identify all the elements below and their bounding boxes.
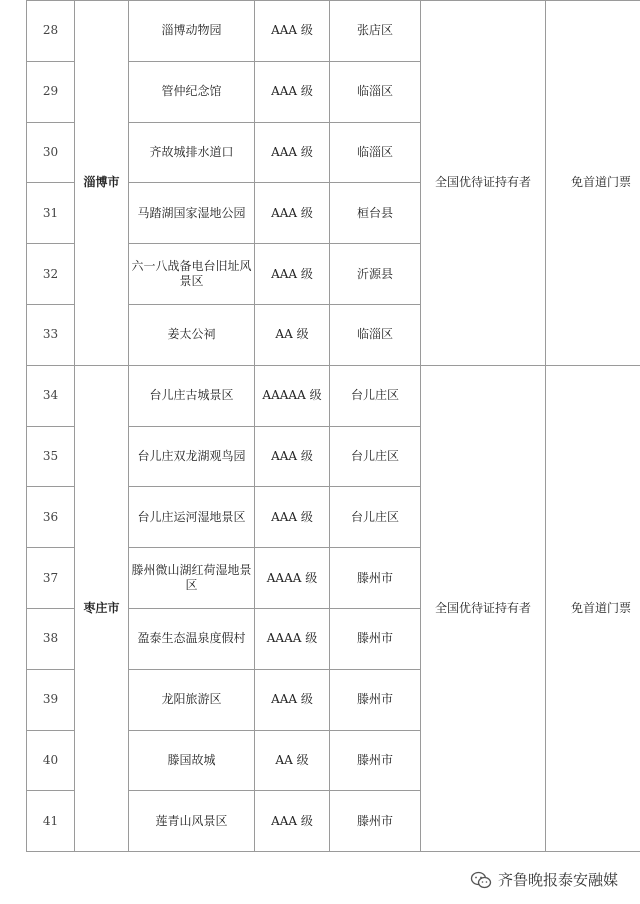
scenic-name: 管仲纪念馆 (129, 61, 255, 122)
wechat-icon (470, 871, 492, 889)
scenic-level: AAA 级 (255, 183, 330, 244)
city-cell: 枣庄市 (75, 365, 129, 851)
row-number: 34 (27, 365, 75, 426)
scenic-spot-table (26, 0, 640, 852)
scenic-level: AAA 级 (255, 669, 330, 730)
row-number: 35 (27, 426, 75, 487)
row-number: 32 (27, 244, 75, 305)
district: 滕州市 (330, 730, 421, 791)
row-number: 30 (27, 122, 75, 183)
scenic-level: AAA 级 (255, 1, 330, 62)
table-row (27, 1, 640, 62)
scenic-name: 淄博动物园 (129, 1, 255, 62)
district: 滕州市 (330, 669, 421, 730)
row-number: 38 (27, 608, 75, 669)
row-number: 36 (27, 487, 75, 548)
district: 临淄区 (330, 61, 421, 122)
district: 张店区 (330, 1, 421, 62)
scenic-name: 齐故城排水道口 (129, 122, 255, 183)
row-number: 29 (27, 61, 75, 122)
scenic-name: 台儿庄古城景区 (129, 365, 255, 426)
district: 临淄区 (330, 122, 421, 183)
scenic-name: 滕州微山湖红荷湿地景区 (129, 548, 255, 609)
watermark (470, 869, 618, 890)
eligibility-cell: 全国优待证持有者 (421, 1, 546, 366)
scenic-name: 莲青山风景区 (129, 791, 255, 852)
district: 台儿庄区 (330, 487, 421, 548)
scenic-level: AAAAA 级 (255, 365, 330, 426)
district: 临淄区 (330, 304, 421, 365)
scenic-level: AAAA 级 (255, 548, 330, 609)
scenic-name: 盈泰生态温泉度假村 (129, 608, 255, 669)
scenic-level: AAA 级 (255, 244, 330, 305)
watermark-text: 齐鲁晚报泰安融媒 (497, 871, 618, 889)
row-number: 37 (27, 548, 75, 609)
district: 台儿庄区 (330, 426, 421, 487)
scenic-name: 马踏湖国家湿地公园 (129, 183, 255, 244)
scenic-name: 台儿庄双龙湖观鸟园 (129, 426, 255, 487)
row-number: 39 (27, 669, 75, 730)
scenic-level: AAA 级 (255, 61, 330, 122)
scenic-level: AA 级 (255, 304, 330, 365)
district: 台儿庄区 (330, 365, 421, 426)
scenic-level: AAA 级 (255, 791, 330, 852)
row-number: 40 (27, 730, 75, 791)
scenic-level: AAA 级 (255, 122, 330, 183)
policy-cell: 免首道门票 (546, 1, 640, 366)
row-number: 31 (27, 183, 75, 244)
district: 滕州市 (330, 548, 421, 609)
scenic-name: 六一八战备电台旧址风景区 (129, 244, 255, 305)
district: 滕州市 (330, 608, 421, 669)
row-number: 41 (27, 791, 75, 852)
eligibility-cell: 全国优待证持有者 (421, 365, 546, 851)
scenic-level: AA 级 (255, 730, 330, 791)
city-cell: 淄博市 (75, 1, 129, 366)
table-row (27, 365, 640, 426)
scenic-level: AAA 级 (255, 426, 330, 487)
row-number: 33 (27, 304, 75, 365)
scenic-name: 姜太公祠 (129, 304, 255, 365)
scenic-name: 台儿庄运河湿地景区 (129, 487, 255, 548)
scenic-level: AAA 级 (255, 487, 330, 548)
scenic-name: 滕国故城 (129, 730, 255, 791)
policy-cell: 免首道门票 (546, 365, 640, 851)
scenic-level: AAAA 级 (255, 608, 330, 669)
district: 滕州市 (330, 791, 421, 852)
district: 沂源县 (330, 244, 421, 305)
row-number: 28 (27, 1, 75, 62)
scenic-name: 龙阳旅游区 (129, 669, 255, 730)
district: 桓台县 (330, 183, 421, 244)
